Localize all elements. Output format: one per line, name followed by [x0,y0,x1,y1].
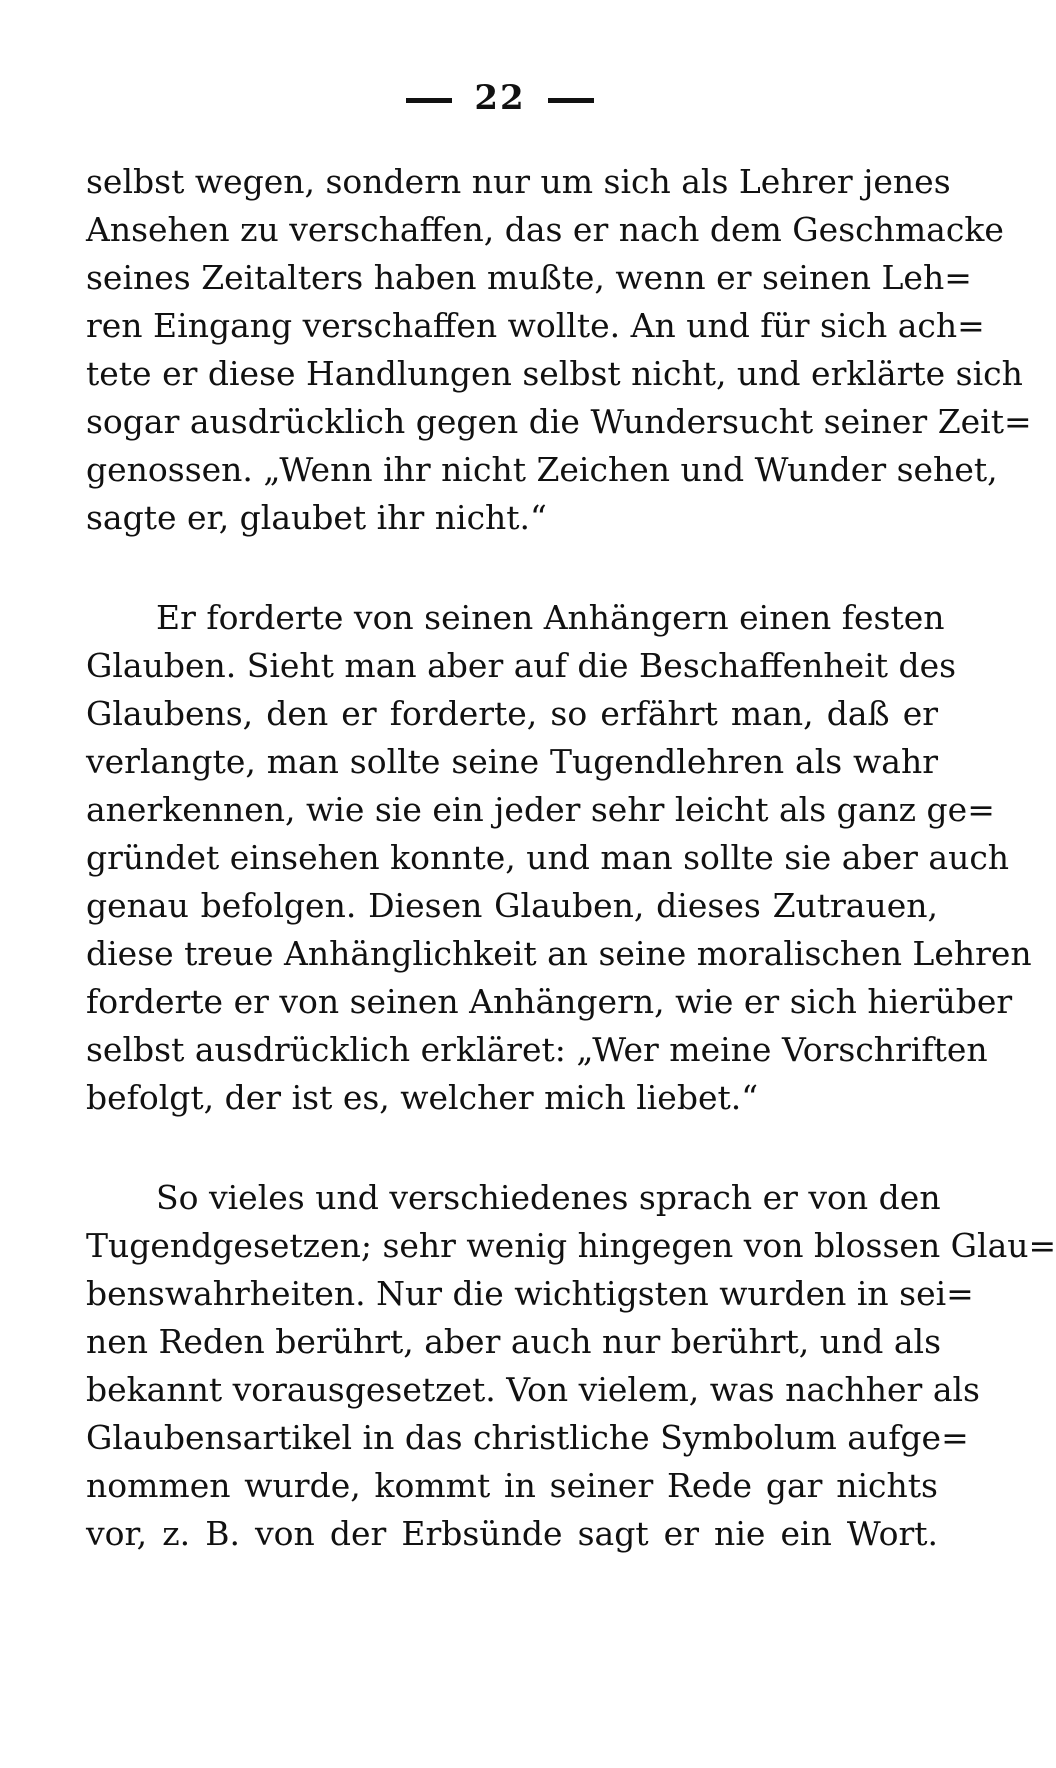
text-line: ren Eingang verschaffen wollte. An und für sich ach= [86,306,985,345]
text-line: Er forderte von seinen Anhängern einen festen [156,598,945,637]
header-dash-left [406,98,452,103]
page-number: 22 [474,78,526,118]
text-line: sogar ausdrücklich gegen die Wundersucht seiner Zeit= [86,402,1032,441]
page-header [0,78,1000,118]
text-line: seines Zeitalters haben mußte, wenn er seinen Leh= [86,258,972,297]
text-line: Glaubens, den er forderte, so erfährt man, daß er [86,694,938,733]
text-line: benswahrheiten. Nur die wichtigsten wurden in sei= [86,1274,974,1313]
text-line: anerkennen, wie sie ein jeder sehr leicht als ganz ge= [86,790,995,829]
text-line: Glauben. Sieht man aber auf die Beschaffenheit des [86,646,957,685]
text-line: gründet einsehen konnte, und man sollte sie aber auch [86,838,1010,877]
text-line: genossen. „Wenn ihr nicht Zeichen und Wunder sehet, [86,450,998,489]
paragraph-1 [86,158,1032,542]
text-line: bekannt vorausgesetzet. Von vielem, was nachher als [86,1370,980,1409]
body-text [86,158,1056,1610]
text-line: befolgt, der ist es, welcher mich liebet.“ [86,1078,759,1117]
text-line: nen Reden berührt, aber auch nur berührt, und als [86,1322,942,1361]
paragraph-3 [86,1174,1056,1558]
text-line: Ansehen zu verschaffen, das er nach dem Geschmacke [86,210,1004,249]
text-line: tete er diese Handlungen selbst nicht, und erklärte sich [86,354,1023,393]
text-line: vor, z. B. von der Erbsünde sagt er nie ein Wort. [86,1514,938,1553]
text-line: Glaubensartikel in das christliche Symbolum aufge= [86,1418,969,1457]
text-line: diese treue Anhänglichkeit an seine moralischen Lehren [86,934,1032,973]
text-line: nommen wurde, kommt in seiner Rede gar nichts [86,1466,938,1505]
header-dash-right [548,98,594,103]
text-line: verlangte, man sollte seine Tugendlehren als wahr [86,742,938,781]
text-line: selbst wegen, sondern nur um sich als Lehrer jenes [86,162,951,201]
text-line: genau befolgen. Diesen Glauben, dieses Zutrauen, [86,886,938,925]
text-line: selbst ausdrücklich erkläret: „Wer meine Vorschriften [86,1030,988,1069]
text-line: forderte er von seinen Anhängern, wie er sich hierüber [86,982,1013,1021]
text-line: Tugendgesetzen; sehr wenig hingegen von blossen Glau= [86,1226,1056,1265]
text-line: sagte er, glaubet ihr nicht.“ [86,498,547,537]
text-line: So vieles und verschiedenes sprach er von den [156,1178,941,1217]
paragraph-2 [86,594,1032,1122]
